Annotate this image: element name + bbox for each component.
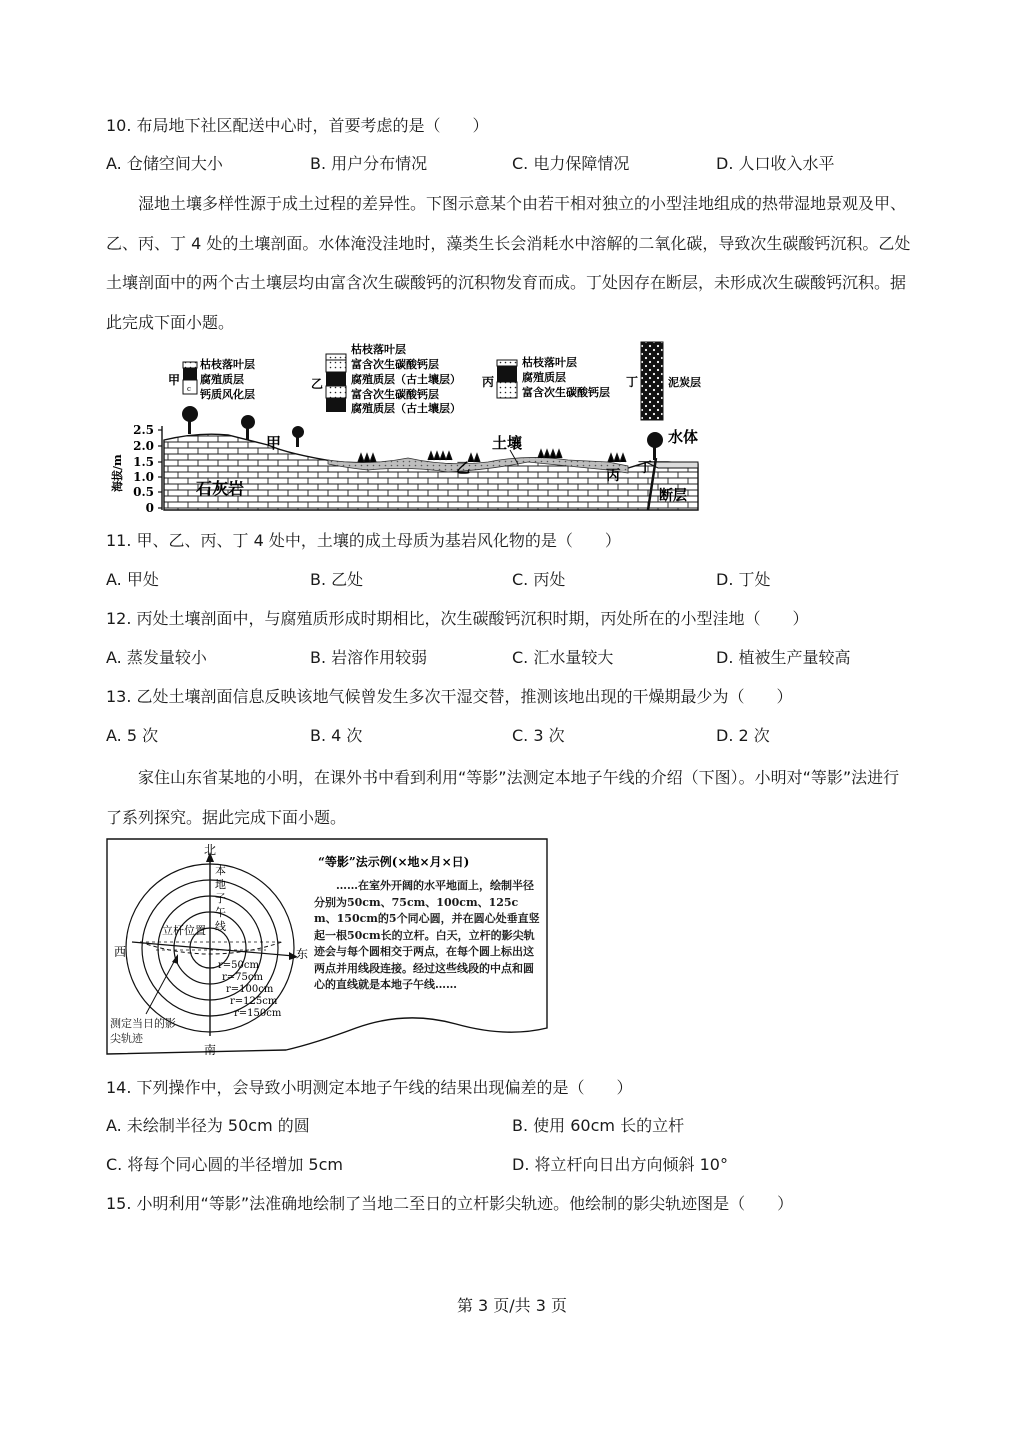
north-label: 北 (204, 843, 217, 857)
option-d: D. 人口收入水平 (716, 154, 835, 173)
yi-layer-3-label: 腐殖质层（古土壤层） (351, 373, 461, 386)
question-11-stem: 11. 甲、乙、丙、丁 4 处中，土壤的成土母质为基岩风化物的是（ ） (106, 531, 621, 550)
site-jia-label: 甲 (266, 434, 282, 452)
south-label: 南 (204, 1043, 217, 1057)
meridian-label-char: 午 (215, 906, 226, 919)
question-13-stem: 13. 乙处土壤剖面信息反映该地气候曾发生多次干湿交替，推测该地出现的干燥期最少为（ ） (106, 687, 793, 706)
shadow-track-label: 测定当日的影尖轨迹 (110, 1017, 176, 1045)
yi-legend-name: 乙 (311, 377, 324, 391)
meridian-label-char: 地 (215, 878, 226, 891)
yi-layer-4-label: 富含次生碳酸钙层 (351, 388, 439, 401)
jia-layer-1-label: 枯枝落叶层 (200, 358, 255, 371)
option-a: A. 仓储空间大小 (106, 154, 223, 173)
option-b: B. 使用 60cm 长的立杆 (512, 1116, 685, 1135)
svg-text:c: c (187, 385, 191, 393)
meridian-label-char: 线 (215, 920, 226, 933)
equal-shadow-svg (106, 838, 552, 1060)
option-a: A. 蒸发量较小 (106, 648, 207, 667)
bing-layer-2-label: 腐殖质层 (522, 371, 566, 384)
question-10-stem: 10. 布局地下社区配送中心时，首要考虑的是（ ） (106, 116, 489, 135)
option-d: D. 植被生产量较高 (716, 648, 851, 667)
option-c: C. 3 次 (512, 726, 565, 745)
page-footer: 第 3 页/共 3 页 (456, 1296, 568, 1315)
passage-wetland: 湿地土壤多样性源于成土过程的差异性。下图示意某个由若干相对独立的小型洼地组成的热带湿地景观及甲、乙、丙、丁 4 处的土壤剖面。水体淹没洼地时，藻类生长会消耗水中溶解的二氧化碳，导致次生碳酸钙沉积。乙处土壤剖面中的两个古土壤层均由富含次生碳酸钙的沉积物发育而成。丁处因存在断层，未形成次生碳酸钙沉积。据此完成下面小题。 (106, 194, 911, 332)
yi-layer-2-label: 富含次生碳酸钙层 (351, 358, 439, 371)
jia-layer-2-label: 腐殖质层 (200, 373, 244, 386)
option-c: C. 丙处 (512, 570, 566, 589)
option-b: B. 乙处 (310, 570, 364, 589)
bing-legend-name: 丙 (482, 375, 495, 389)
site-bing-label: 丙 (606, 468, 620, 484)
soil-label: 土壤 (492, 434, 523, 452)
option-c: C. 将每个同心圆的半径增加 5cm (106, 1155, 343, 1174)
jia-layer-3-label: 钙质风化层 (200, 388, 255, 401)
radius-150: r=150cm (234, 1008, 282, 1019)
ding-layer-1-label: 泥炭层 (668, 376, 701, 389)
y-tick-1-0: 1.0 (133, 470, 154, 484)
water-label: 水体 (668, 428, 699, 446)
fault-label: 断层 (659, 488, 687, 504)
option-c: C. 电力保障情况 (512, 154, 630, 173)
meridian-label-char: 本 (215, 864, 226, 877)
meridian-label-char: 子 (215, 892, 226, 905)
y-tick-2-0: 2.0 (133, 439, 154, 453)
jia-legend-name: 甲 (168, 373, 181, 387)
passage-shadow-method: 家住山东省某地的小明，在课外书中看到利用“等影”法测定本地子午线的介绍（下图）。小明对“等影”法进行了系列探究。据此完成下面小题。 (106, 768, 900, 827)
site-ding-label: 丁 (638, 460, 652, 476)
question-15-stem: 15. 小明利用“等影”法准确地绘制了当地二至日的立杆影尖轨迹。他绘制的影尖轨迹图是（ ） (106, 1194, 794, 1213)
west-label: 西 (114, 945, 127, 959)
figure-equal-shadow (106, 838, 552, 1060)
example-box-text: ……在室外开阔的水平地面上，绘制半径分别为50cm、75cm、100cm、125cm、150cm的5个同心圆，并在圆心处垂直竖起一根50cm长的立杆。白天，立杆的影尖轨迹会与每个圆相交于两点，在每个圆上标出这两点并用线段连接。经过这些线段的中点和圆心的直线就是本地子午线…… (314, 879, 540, 991)
y-tick-0-5: 0.5 (133, 485, 154, 499)
yi-layer-1-label: 枯枝落叶层 (351, 343, 406, 356)
option-d: D. 2 次 (716, 726, 770, 745)
radius-100: r=100cm (226, 984, 274, 995)
question-14-stem: 14. 下列操作中，会导致小明测定本地子午线的结果出现偏差的是（ ） (106, 1078, 633, 1097)
pole-position-label: 立杆位置 (162, 924, 206, 937)
radius-75: r=75cm (222, 972, 263, 983)
option-b: B. 4 次 (310, 726, 363, 745)
option-d: D. 丁处 (716, 570, 771, 589)
y-tick-2-5: 2.5 (133, 423, 154, 437)
example-box-title: “等影”法示例(×地×月×日) (318, 855, 470, 869)
option-a: A. 5 次 (106, 726, 159, 745)
limestone-label: 石灰岩 (196, 479, 245, 498)
question-12-stem: 12. 丙处土壤剖面中，与腐殖质形成时期相比，次生碳酸钙沉积时期，丙处所在的小型洼地（ ） (106, 609, 809, 628)
y-axis-label: 海拔/m (111, 454, 124, 492)
site-yi-label: 乙 (456, 461, 470, 477)
option-a: A. 未绘制半径为 50cm 的圆 (106, 1116, 310, 1135)
radius-125: r=125cm (230, 996, 278, 1007)
option-b: B. 岩溶作用较弱 (310, 648, 428, 667)
bing-layer-1-label: 枯枝落叶层 (522, 356, 577, 369)
meridian-label (215, 863, 226, 933)
soil-profile-svg (108, 340, 704, 516)
option-a: A. 甲处 (106, 570, 159, 589)
ding-legend-name: 丁 (626, 375, 639, 389)
option-d: D. 将立杆向日出方向倾斜 10° (512, 1155, 728, 1174)
y-tick-1-5: 1.5 (133, 455, 154, 469)
radius-50: r=50cm (218, 960, 259, 971)
y-tick-0: 0 (145, 501, 154, 515)
east-label: 东 (296, 947, 309, 961)
option-c: C. 汇水量较大 (512, 648, 614, 667)
yi-layer-5-label: 腐殖质层（古土壤层） (351, 402, 461, 415)
figure-soil-profile (108, 340, 704, 516)
bing-layer-3-label: 富含次生碳酸钙层 (522, 386, 610, 399)
option-b: B. 用户分布情况 (310, 154, 428, 173)
